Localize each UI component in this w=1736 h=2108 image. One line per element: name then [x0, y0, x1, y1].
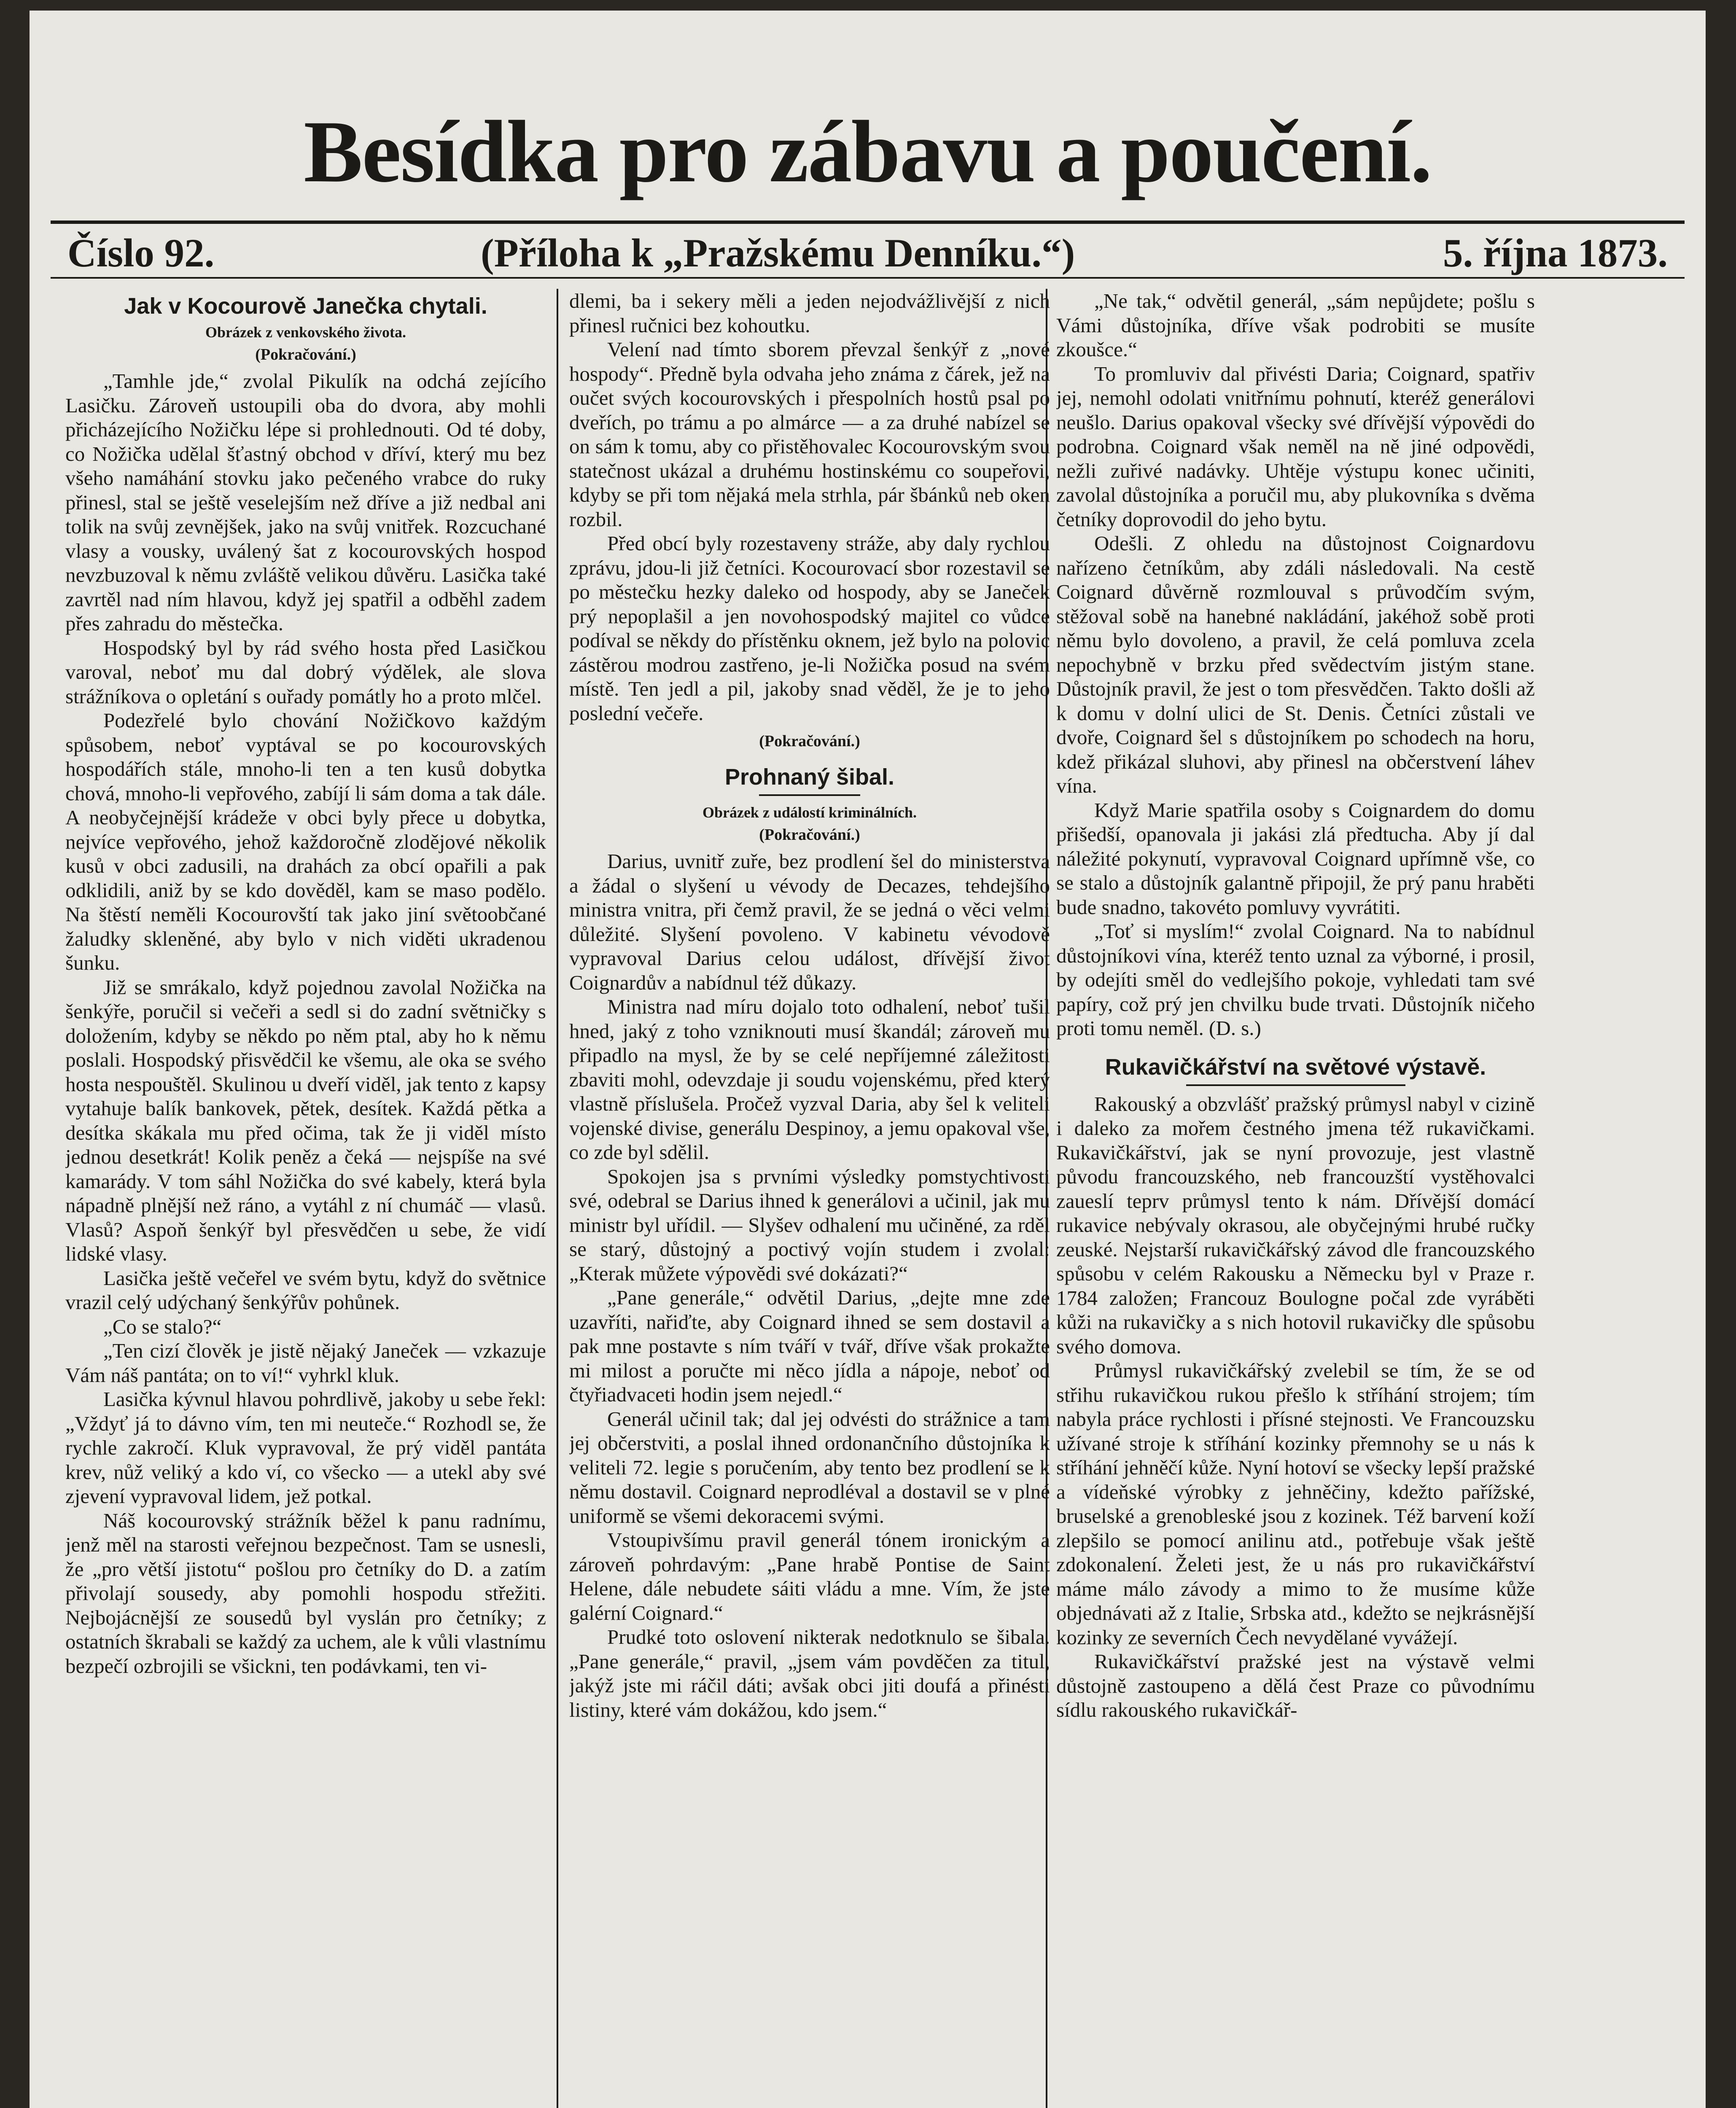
article-title-sibal: Prohnaný šibal. — [724, 764, 895, 790]
paragraph: Lasička kývnul hlavou pohrdlivě, jakoby u sebe řekl: „Vždyť já to dávno vím, ten mi neuteče.“ Rozhodl se, že rychle zakročí. Kluk vypravoval, že prý viděl pantáta krev, nůž veliký a kdo ví, co všecko — a utekl aby své zjevení vypravoval lidem, jež potkal. — [65, 1387, 546, 1508]
issue-number: Číslo 92. — [67, 231, 215, 275]
supplement-note: (Příloha k „Pražskému Denníku.“) — [481, 231, 1075, 275]
paragraph: Ministra nad míru dojalo toto odhalení, neboť tušil hned, jaký z toho vzniknouti musí škandál; zároveň mu připadlo na mysl, že by se celé nepříjemné záležitosti zbaviti mohl, odevzdaje ji soudu vojenskému, před který vlastně příslušela. Pročež vyzval Daria, aby šel k veliteli vojenské divise, generálu Despinoy, a jemu opakoval vše, co zde byl sdělil. — [569, 995, 1050, 1164]
article-title-kocourov: Jak v Kocourově Janečka chytali. — [124, 293, 487, 319]
column-3 — [1056, 289, 1535, 2108]
issue-line — [51, 230, 1685, 276]
column-separator — [557, 289, 558, 2108]
article-subtitle-sibal: Obrázek z událostí kriminálních. — [702, 804, 917, 821]
title-underline — [759, 794, 860, 796]
paragraph: Když Marie spatřila osoby s Coignardem do domu přišedší, opanovala ji jakási zlá předtucha. Aby jí dal náležité pokynutí, vypravoval Coignard upřímně vše, co se stalo a důstojník galantně připojil, že prý panu hraběti bude snadno, takovéto pomluvy vyvrátiti. — [1056, 798, 1535, 919]
title-underline — [1186, 1084, 1405, 1086]
issue-date: 5. října 1873. — [1443, 231, 1668, 275]
paragraph: „Tamhle jde,“ zvolal Pikulík na odchá zejícího Lasičku. Zároveň ustoupili oba do dvora, aby mohli přicházejícího Nožičku lépe si prohlednouti. Od té doby, co Nožička udělal šťastný obchod v dříví, který mu bez všeho namáhání stovku jako pečeného vrabce do ruky přinesl, stal se ještě veselejším než dříve a již nedbal ani tolik na svůj zevnějšek, jako na svůj vnitřek. Rozcuchané vlasy a vousky, uválený šat z kocourovských hospod nevzbuzoval k němu zvláště velikou důvěru. Lasička také zavrtěl nad ním hlavou, když jej spatřil a odběhl zadem přes zahradu do městečka. — [65, 369, 546, 635]
paragraph: Vstoupivšímu pravil generál tónem ironickým a zároveň pohrdavým: „Pane hrabě Pontise de Saint Helene, dále nebudete sáiti vládu a mne. Vím, že jste galérní Coignard.“ — [569, 1528, 1050, 1624]
paragraph: Darius, uvnitř zuře, bez prodlení šel do ministerstva a žádal o slyšení u vévody de Decazes, tehdejšího ministra vnitra, při čemž pravil, že se jedná o věci velmi důležité. Slyšení povoleno. V kabinetu vévodově vypravoval Darius celou událost, dřívější život Coignardův a nabídnul též důkazy. — [569, 850, 1050, 994]
paragraph: Spokojen jsa s prvními výsledky pomstychtivosti své, odebral se Darius ihned k generálovi a učinil, jak mu ministr byl uřídil. — Slyšev odhalení mu učiněné, za rděl se starý, důstojný a poctivý vojín studem i zvolal: „Kterak můžete výpovědi své dokázati?“ — [569, 1164, 1050, 1285]
paragraph: Prudké toto oslovení nikterak nedotknulo se šibala. „Pane generále,“ pravil, „jsem vám povděčen za titul, jakýž jste mi ráčil dáti; avšak obci jiti doufá a přinésti listiny, které vám dokážou, kdo jsem.“ — [569, 1625, 1050, 1721]
paragraph: Průmysl rukavičkářský zvelebil se tím, že se od střihu rukavičkou rukou přešlo k stříhání strojem; tím nabyla práce rychlosti i přísné stejnosti. Ve Francouzsku užívané stroje k stříhání kozinky přemnohy se u nás k stříhání jehněčí kůže. Nyní hotoví se všecky lepší pražské a vídeňské výrobky z jehněčiny, kdežto pařížské, bruselské a grenobleské jsou z kozinek. Též barvení koží zlepšilo se pomocí anilinu atd., potřebuje však ještě zdokonalení. Želeti jest, že u nás pro rukavičkářství máme málo závody a mimo to že musíme kůže objednávati až z Italie, Srbska atd., kdežto se nejkrásnější kozinky ze severních Čech nevydělané vyvážejí. — [1056, 1359, 1535, 1649]
article-subtitle-kocourov: Obrázek z venkovského života. — [205, 324, 406, 341]
paragraph: Náš kocourovský strážník běžel k panu radnímu, jenž měl na starosti veřejnou bezpečnost. Tam se usnesli, že „pro větší jistotu“ pošlou pro četníky do D. a zatím přivolají sousedy, aby pomohli hospodu střežiti. Nejbojácnější ze sousedů byl vyslán pro četníky; z ostatních škrabali se každý za uchem, ale k vůli vlastnímu bezpečí ozbrojili se všickni, ten podávkami, ten vi- — [65, 1508, 546, 1678]
paragraph: dlemi, ba i sekery měli a jeden nejodvážlivější z nich přinesl ručnici bez kohoutku. — [569, 289, 1050, 337]
masthead-rule-bottom — [51, 277, 1685, 279]
masthead-title: Besídka pro zábavu a poučení. — [304, 103, 1432, 201]
paragraph: To promluviv dal přivésti Daria; Coignard, spatřiv jej, nemohl odolati vnitřnímu pohnutí, kteréž generálovi neušlo. Darius opakoval všecky své dřívější výpovědi do podrobna. Coignard však neměl na ně jiné odpovědi, nežli zuřivé nadávky. Uhtěje výstupu konec učiniti, zavolal důstojníka a poručil mu, aby plukovníka s dvěma četníky doprovodil do jeho bytu. — [1056, 362, 1535, 531]
paragraph: Již se smrákalo, když pojednou zavolal Nožička na šenkýře, poručil si večeři a sedl si do zadní světničky s doložením, kdyby se někdo po něm ptal, aby ho k němu poslali. Hospodský přisvědčil ke všemu, ale oka se svého hosta nespouštěl. Skulinou u dveří viděl, jak tento z kapsy vytahuje balík bankovek, pětek, desítek. Každá pětka a desítka skákala mu před očima, tak že ji viděl místo jednou desetkrát! Kolik peněz a čeká — nejspíše na své kamarády. V tom sáhl Nožička do své kabely, která byla nápadně plnější než ráno, a vytáhl z ní chumáč — vlasů. Vlasů? Aspoň šenkýř byl přesvědčen u sebe, že vidí lidské vlasy. — [65, 975, 546, 1265]
paragraph: „Ne tak,“ odvětil generál, „sám nepůjdete; pošlu s Vámi důstojníka, dříve však podrobiti se musíte zkoušce.“ — [1056, 289, 1535, 361]
article-title-rukavickarstvi: Rukavičkářství na světové výstavě. — [1105, 1054, 1486, 1080]
continuation-note: (Pokračování.) — [759, 826, 860, 844]
paragraph: Rukavičkářství pražské jest na výstavě velmi důstojně zastoupeno a dělá čest Praze co původnímu sídlu rakouského rukavičkář- — [1056, 1650, 1535, 1721]
paragraph: Odešli. Z ohledu na důstojnost Coignardovu nařízeno četníkům, aby zdáli následovali. Na cestě Coignard důvěrně rozmlouval s průvodčím svým, stěžoval sobě na hanebné nakládání, jakéhož sobě proti němu bylo dovoleno, a pravil, že celá pomluva zcela nepochybně v brzku před svědectvím jistým stane. Důstojník pravil, že jest o tom přesvědčen. Takto došli až k domu v dolní ulici de St. Denis. Četníci zůstali ve dvoře, Coignard šel s důstojníkem po schodech na horu, kdež přikázal sluhovi, aby přinesl na občerstvení láhev vína. — [1056, 532, 1535, 797]
paragraph: „Pane generále,“ odvětil Darius, „dejte mne zde uzavříti, nařiďte, aby Coignard ihned se sem dostavil a pak mne postavte s ním tváří v tvář, dříve však prokažte mi milost a poručte mi něco jídla a nápoje, neboť od čtyřiadvaceti hodin jsem nejedl.“ — [569, 1286, 1050, 1406]
continuation-note: (Pokračování.) — [759, 732, 860, 750]
paragraph: Generál učinil tak; dal jej odvésti do strážnice a tam jej občerstviti, a poslal ihned ordonančního důstojníka k veliteli 72. legie s poručením, aby tento bez prodlení se k němu dostavil. Coignard neprodléval a dostavil se v plné uniformě se všemi dekoracemi svými. — [569, 1407, 1050, 1527]
paragraph: „Ten cizí člověk je jistě nějaký Janeček — vzkazuje Vám náš pantáta; on to ví!“ vyhrkl kluk. — [65, 1339, 546, 1387]
column-2 — [569, 289, 1050, 2108]
column-1 — [65, 289, 546, 2108]
masthead-rule-top — [51, 220, 1685, 224]
paragraph: Podezřelé bylo chování Nožičkovo každým spůsobem, neboť vyptával se po kocourovských hospodářích stále, mnoho-li ten a ten kusů dobytka chová, mnoho-li vepřového, zabíjí li sám doma a tak dále. A neobyčejnější krádeže v obci byly přece u dobytka, nejvíce vepřového, jehož každoročně zlodějové několik kusů v obci zadusili, na drahách za obcí opařili a pak odklidili, aniž by se kdo dověděl, kam se maso podělo. Na štěstí neměli Kocourovští tak jako jiní světoobčané žaludky skleněné, aby bylo v nich viděti ukradenou šunku. — [65, 709, 546, 974]
paragraph: Před obcí byly rozestaveny stráže, aby daly rychlou zprávu, jdou-li již četníci. Kocourovací sbor rozestavil se po městečku hezky daleko od hospody, aby se Janeček prý nepoplašil a jen novohospodský majitel co vůdce podíval se někdy do přístěnku oknem, jež bylo na polovic zástěrou modrou zastřeno, je-li Nožička posud na svém místě. Ten jedl a pil, jakoby snad věděl, že je to jeho poslední večeře. — [569, 532, 1050, 725]
continuation-note: (Pokračování.) — [255, 346, 356, 363]
paragraph: Rakouský a obzvlášť pražský průmysl nabyl v cizině i daleko za mořem čestného jmena též rukavičkami. Rukavičkářství, jak se nyní provozuje, jest vlastně původu francouzského, neb francouzští vystěhovalci zaueslí teprv průmysl tento k nám. Dřívější domácí rukavice nebývaly okrasou, ale obyčejnými hrubé ručky zeuské. Nejstarší rukavičkářský závod dle francouzského spůsobu v celém Rakousku a Německu byl v Praze r. 1784 založen; Francouz Boulogne počal zde vyráběti kůži na rukavičky a s nich hotovil rukavičky dle spůsobu svého domova. — [1056, 1092, 1535, 1358]
column-separator — [1046, 289, 1047, 2108]
newspaper-page — [30, 11, 1706, 2108]
paragraph: „Co se stalo?“ — [103, 1315, 222, 1338]
paragraph: Lasička ještě večeřel ve svém bytu, když do světnice vrazil celý udýchaný šenkýřův pohůnek. — [65, 1266, 546, 1314]
paragraph: Velení nad tímto sborem převzal šenkýř z „nové hospody“. Předně byla odvaha jeho známa z čárek, jež na oučet svých kocourovských i přespolních hostů psal po dveřích, po trámu a po almárce — a za druhé nabízel se on sám k tomu, aby co přistěhovalec Kocourovským svou statečnost ukázal a druhému hostinskému co soupeřovi, kdyby se při tom nějaká mela strhla, pár šbánků neb oken rozbil. — [569, 338, 1050, 531]
paragraph: Hospodský byl by rád svého hosta před Lasičkou varoval, neboť mu dal dobrý výdělek, ale slova strážníkova o opletání s ouřady pomátly ho a proto mlčel. — [65, 636, 546, 708]
paragraph: „Toť si myslím!“ zvolal Coignard. Na to nabídnul důstojníkovi vína, kteréž tento uznal za výborné, i prosil, by odejíti směl do vedlejšího pokoje, vyhledati tam své papíry, což prý jen chvilku bude trvati. Důstojník ničeho proti tomu neměl. (D. s.) — [1056, 920, 1535, 1040]
